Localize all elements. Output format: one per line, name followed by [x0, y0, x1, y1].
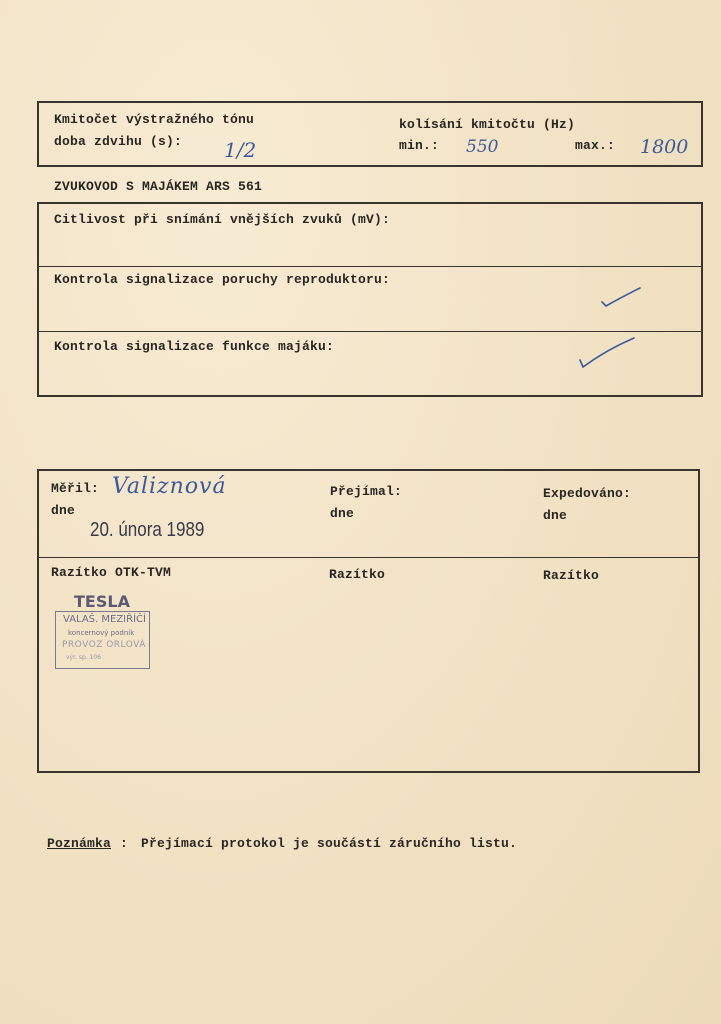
lift-time-value: 1/2 [224, 138, 257, 162]
measured-date-label: dne [51, 503, 76, 518]
measured-by-signature: Valiznová [112, 474, 227, 499]
shipped-label: Expedováno: [543, 486, 632, 501]
received-by-label: Přejímal: [330, 484, 403, 499]
checks-divider-2 [38, 331, 702, 332]
date-stamp: 20. února 1989 [90, 519, 205, 541]
beacon-function-label: Kontrola signalizace funkce majáku: [54, 339, 335, 354]
frequency-variation-label: kolísání kmitočtu (Hz) [399, 117, 576, 132]
sensitivity-label: Citlivost při snímání vnějších zvuků (mV): [54, 212, 391, 227]
lift-time-label: doba zdvihu (s): [54, 134, 183, 149]
stamp-line-1: VALAŠ. MEZIŘÍČÍ [63, 614, 146, 625]
speaker-fault-label: Kontrola signalizace poruchy reproduktoru: [54, 272, 391, 287]
stamp-line-2: koncernový podnik [68, 629, 135, 637]
stamp-line-3: PROVOZ ORLOVÁ [62, 640, 146, 650]
check-mark-icon [578, 336, 638, 370]
stamp-shipped-label: Razítko [543, 568, 600, 583]
checks-divider-1 [38, 266, 702, 267]
stamp-brand: TESLA [74, 592, 130, 611]
min-value: 550 [466, 137, 499, 157]
note-label: Poznámka [47, 836, 112, 851]
note-text: Přejímací protokol je součástí záručního listu. [141, 836, 518, 851]
measured-by-label: Měřil: [51, 481, 100, 496]
max-value: 1800 [640, 136, 689, 158]
check-mark-icon [600, 286, 644, 308]
note-colon: : [120, 836, 129, 851]
min-label: min.: [399, 138, 440, 153]
stamp-line-4: výr. sp. 106 [66, 654, 102, 661]
tesla-stamp [54, 592, 152, 672]
section-heading: ZVUKOVOD S MAJÁKEM ARS 561 [54, 179, 263, 194]
stamp-received-label: Razítko [329, 567, 386, 582]
stamp-otk-label: Razítko OTK-TVM [51, 565, 172, 580]
frequency-label: Kmitočet výstražného tónu [54, 112, 255, 127]
shipped-date-label: dne [543, 508, 568, 523]
max-label: max.: [575, 138, 616, 153]
signatures-divider [38, 557, 699, 558]
received-date-label: dne [330, 506, 355, 521]
